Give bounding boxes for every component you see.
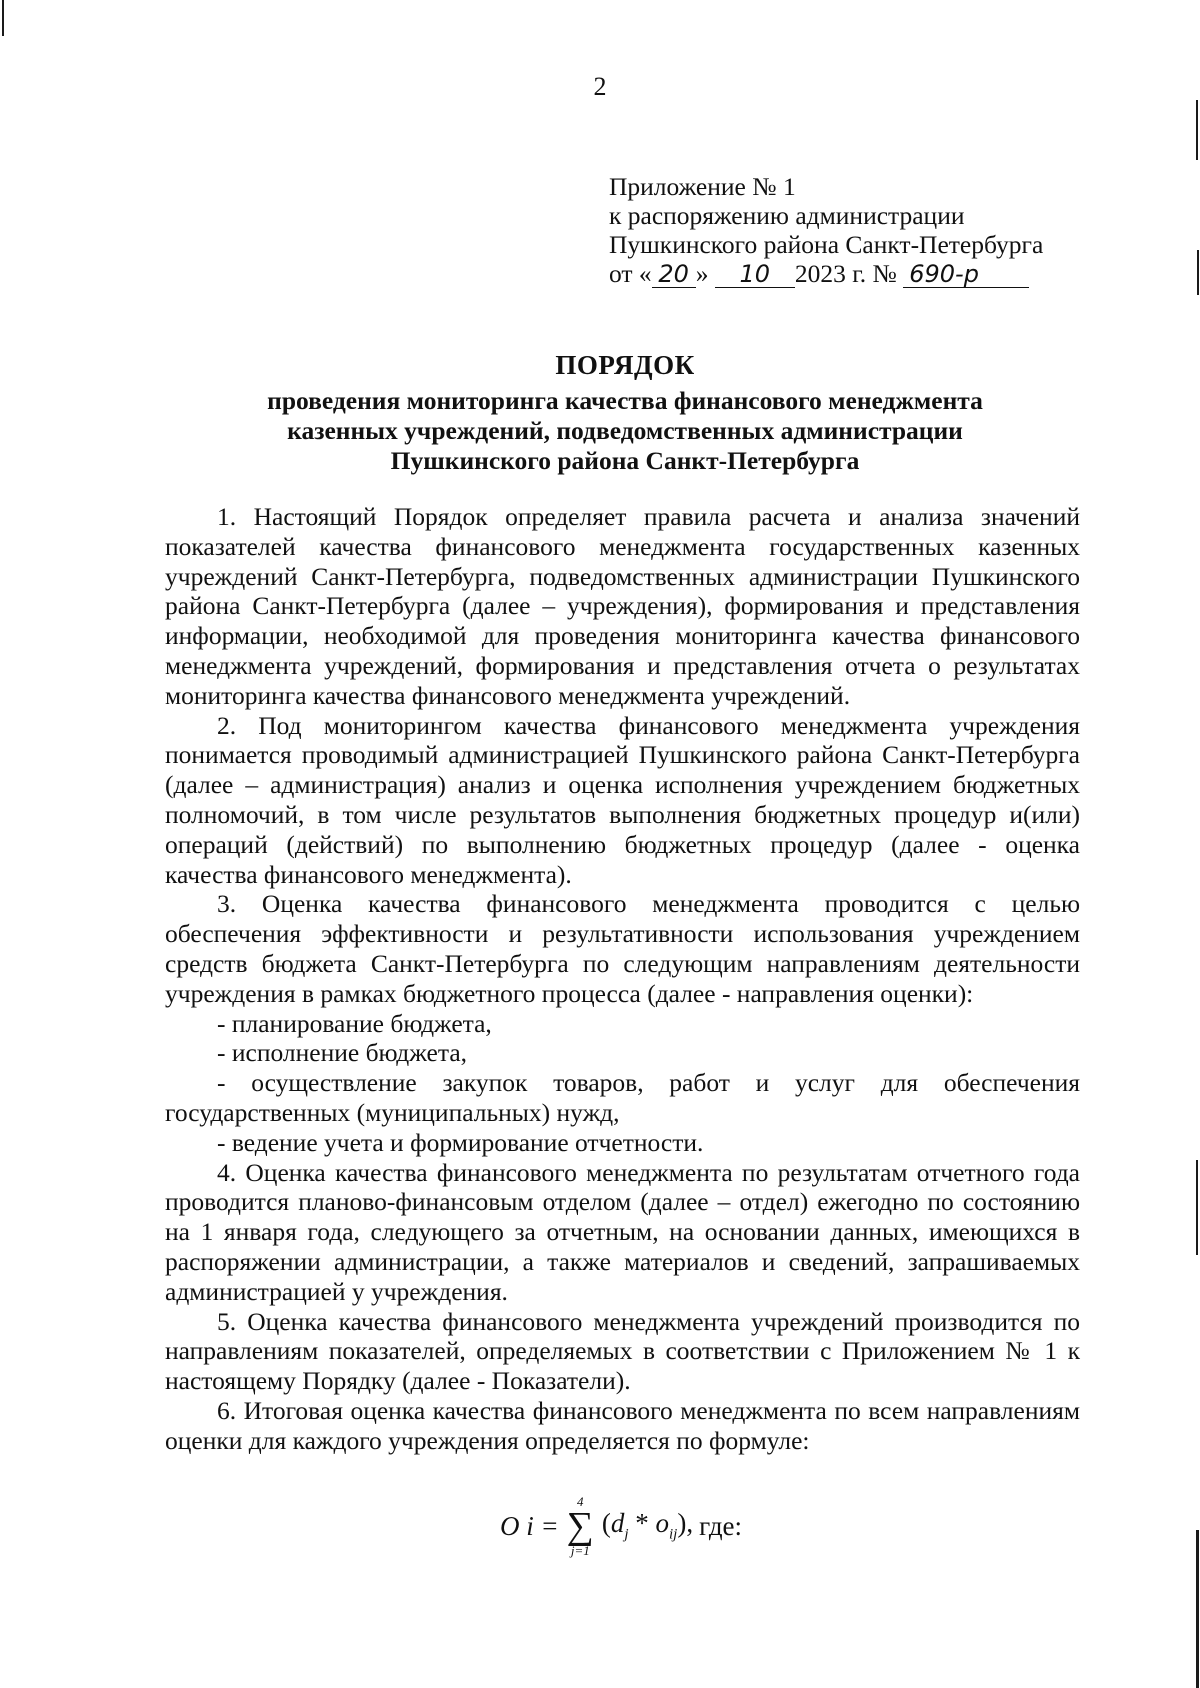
- list-item-accounting: - ведение учета и формирование отчетности.: [217, 1127, 704, 1157]
- appendix-line-3: Пушкинского района Санкт-Петербурга: [609, 230, 1044, 259]
- formula-expression: [602, 1508, 693, 1543]
- document-body: [165, 502, 1080, 1456]
- formula-d: d: [610, 1508, 625, 1539]
- appendix-line-2: к распоряжению администрации: [609, 201, 965, 230]
- date-mid: »: [695, 259, 709, 288]
- appendix-line-1: Приложение № 1: [609, 172, 796, 201]
- formula-close-paren: ),: [677, 1508, 694, 1539]
- title-line-3: Пушкинского района Санкт-Петербурга: [390, 446, 860, 475]
- formula-d-sub: j: [624, 1526, 629, 1543]
- sigma-icon: ∑: [566, 1505, 594, 1547]
- formula-upper-limit: 4: [577, 1494, 584, 1509]
- title-line-2: казенных учреждений, подведомственных администрации: [287, 416, 963, 445]
- paragraph-2: 2. Под мониторингом качества финансового менеджмента учреждения понимается проводимый администрацией Пушкинского района Санкт-Петербурга (далее – администрация) анализ и оценка исполнения учреждением бюджетных полномочий, в том числе результатов выполнения бюджетных процедур и(или) операций (действий) по выполнению бюджетных процедур (далее - оценка качества финансового менеджмента).: [165, 710, 1080, 889]
- formula-suffix: где:: [699, 1510, 743, 1541]
- formula-times: *: [635, 1508, 649, 1539]
- paragraph-6: 6. Итоговая оценка качества финансового менеджмента по всем направлениям оценки для каждого учреждения определяется по формуле:: [165, 1395, 1080, 1455]
- paragraph-3: 3. Оценка качества финансового менеджмента проводится с целью обеспечения эффективности и результативности использования учреждением средств бюджета Санкт-Петербурга по следующим направлениям деятельности учреждения в рамках бюджетного процесса (далее - направления оценки):: [165, 889, 1080, 1008]
- formula-open-paren: (: [601, 1508, 611, 1539]
- document-title: [160, 350, 1090, 476]
- date-year: 2023 г. №: [794, 259, 897, 288]
- scan-edge-left: [2, 0, 4, 36]
- title-line-1: проведения мониторинга качества финансового менеджмента: [267, 386, 983, 415]
- formula: [500, 1495, 742, 1557]
- handwritten-number: 690-р: [903, 261, 1029, 288]
- formula-o-sub: ij: [669, 1526, 678, 1543]
- formula-lhs: O i =: [500, 1510, 559, 1541]
- paragraph-5: 5. Оценка качества финансового менеджмента учреждений производится по направлениям показателей, определяемых в соответствии с Приложением № 1 к настоящему Порядку (далее - Показатели).: [165, 1306, 1080, 1396]
- list-item-execution: - исполнение бюджета,: [217, 1038, 468, 1068]
- formula-o: o: [655, 1508, 669, 1539]
- formula-lower-limit: j=1: [570, 1543, 590, 1558]
- scan-edge-right-top: [1196, 100, 1198, 160]
- date-prefix: от «: [609, 259, 652, 288]
- scan-edge-right-bottom: [1196, 1530, 1199, 1688]
- handwritten-day: 20: [652, 261, 696, 288]
- appendix-date-line: [609, 259, 1043, 288]
- paragraph-4: 4. Оценка качества финансового менеджмента по результатам отчетного года проводится планово-финансовым отделом (далее – отдел) ежегодно по состоянию на 1 января года, следующего за отчетным, на основании данных, имеющихся в распоряжении администрации, а также материалов и сведений, запрашиваемых администрацией у учреждения.: [165, 1157, 1080, 1306]
- list-item-procurement: - осуществление закупок товаров, работ и услуг для обеспечения государственных (муниципальных) нужд,: [165, 1068, 1080, 1127]
- page-number: 2: [593, 72, 607, 101]
- list-item-planning: - планирование бюджета,: [217, 1008, 492, 1038]
- scan-edge-right-mid: [1197, 250, 1199, 295]
- formula-sum: [567, 1495, 594, 1557]
- handwritten-month: 10: [715, 261, 795, 288]
- appendix-block: [609, 172, 1043, 288]
- title-main: ПОРЯДОК: [555, 350, 695, 380]
- scan-edge-right-lower: [1196, 1160, 1198, 1255]
- paragraph-1: 1. Настоящий Порядок определяет правила расчета и анализа значений показателей качества финансового менеджмента государственных казенных учреждений Санкт-Петербурга, подведомственных администрации Пушкинского района Санкт-Петербурга (далее – учреждения), формирования и представления информации, необходимой для проведения мониторинга качества финансового менеджмента учреждений, формирования и представления отчета о результатах мониторинга качества финансового менеджмента учреждений.: [165, 502, 1080, 710]
